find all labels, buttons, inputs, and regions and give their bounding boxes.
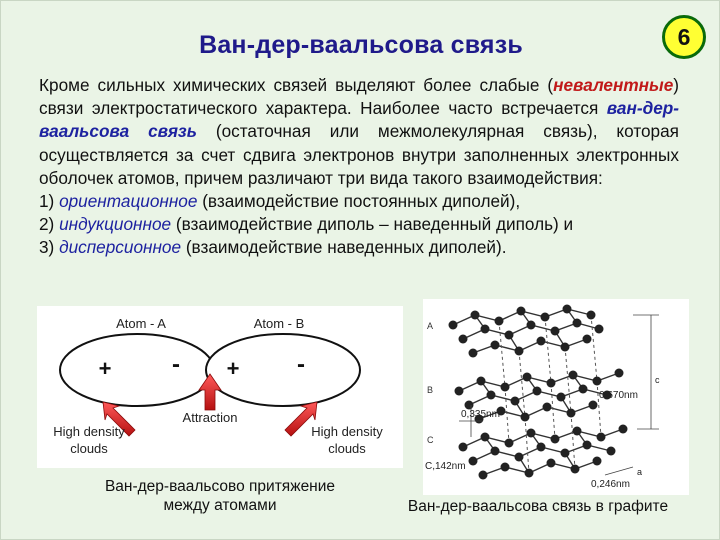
atom-a-label: Atom - A xyxy=(116,316,166,331)
atom-a-minus: - xyxy=(172,351,180,378)
atom-b-minus: - xyxy=(297,351,305,378)
left-cloud-label-2: clouds xyxy=(70,441,108,456)
dim-c-value: 0,670nm xyxy=(599,390,638,401)
atom-b-plus: + xyxy=(226,356,240,381)
list-number: 1) xyxy=(39,191,60,212)
atoms-attraction-figure xyxy=(37,306,403,468)
list-item-3 xyxy=(39,236,679,259)
atom-b-label: Atom - B xyxy=(253,316,305,331)
slide-number-badge: 6 xyxy=(662,15,706,59)
graphite-caption: Ван-дер-ваальсова связь в графите xyxy=(407,498,669,515)
intro-text-3: (остаточная или межмолекулярная связь), которая осуществляется за счет сдвига электронов внутри заполненных электронных оболочек атомов, причем различают три вида такого взаимодействия: xyxy=(39,121,679,188)
graphite-lattice xyxy=(423,299,689,495)
list-item-text: (взаимодействие диполь – наведенный диполь) и xyxy=(171,214,574,235)
atom-a-plus: + xyxy=(98,356,112,381)
list-item-text: (взаимодействие наведенных диполей). xyxy=(181,237,507,258)
atoms-caption-line-2: между атомами xyxy=(163,497,277,514)
right-cloud-label-1: High density xyxy=(311,424,383,439)
intro-text-2: ) связи электростатического характера. Наиболее часто встречается xyxy=(39,75,679,119)
intro-paragraph xyxy=(39,74,679,190)
list-item-text: (взаимодействие постоянных диполей), xyxy=(197,191,521,212)
atoms-caption xyxy=(37,477,403,515)
left-cloud-label-1: High density xyxy=(53,424,125,439)
term-dispersion: дисперсионное xyxy=(59,237,182,258)
term-induction: индукционное xyxy=(59,214,172,235)
list-item-2 xyxy=(39,213,679,236)
dim-c-label: c xyxy=(655,375,660,385)
list-number: 3) xyxy=(39,237,60,258)
interlayer-distance: 0,335nm xyxy=(461,409,500,420)
list-number: 2) xyxy=(39,214,60,235)
layer-b-label: B xyxy=(427,385,434,395)
layer-a-label: A xyxy=(427,321,434,331)
term-nonvalent: невалентные xyxy=(553,75,674,95)
intro-text-1: Кроме сильных химических связей выделяют более слабые ( xyxy=(39,75,554,95)
atoms-diagram xyxy=(37,306,403,468)
right-cloud-label-2: clouds xyxy=(328,441,366,456)
body-text xyxy=(39,74,679,260)
graphite-figure xyxy=(423,299,689,495)
layer-c-label: C xyxy=(427,435,434,445)
dim-a-label: a xyxy=(637,467,643,477)
atom-a-cloud xyxy=(60,334,214,406)
list-item-1 xyxy=(39,190,679,213)
term-orientational: ориентационное xyxy=(59,191,198,212)
atoms-caption-line-1: Ван-дер-ваальсово притяжение xyxy=(104,478,336,495)
term-vdw-bond: ван-дер-ваальсова связь xyxy=(39,98,679,142)
dim-a-value: 0,246nm xyxy=(591,479,630,490)
bond-length-label: C,142nm xyxy=(425,461,466,472)
slide-title: Ван-дер-ваальсова связь xyxy=(199,31,523,59)
attraction-label: Attraction xyxy=(182,410,238,425)
